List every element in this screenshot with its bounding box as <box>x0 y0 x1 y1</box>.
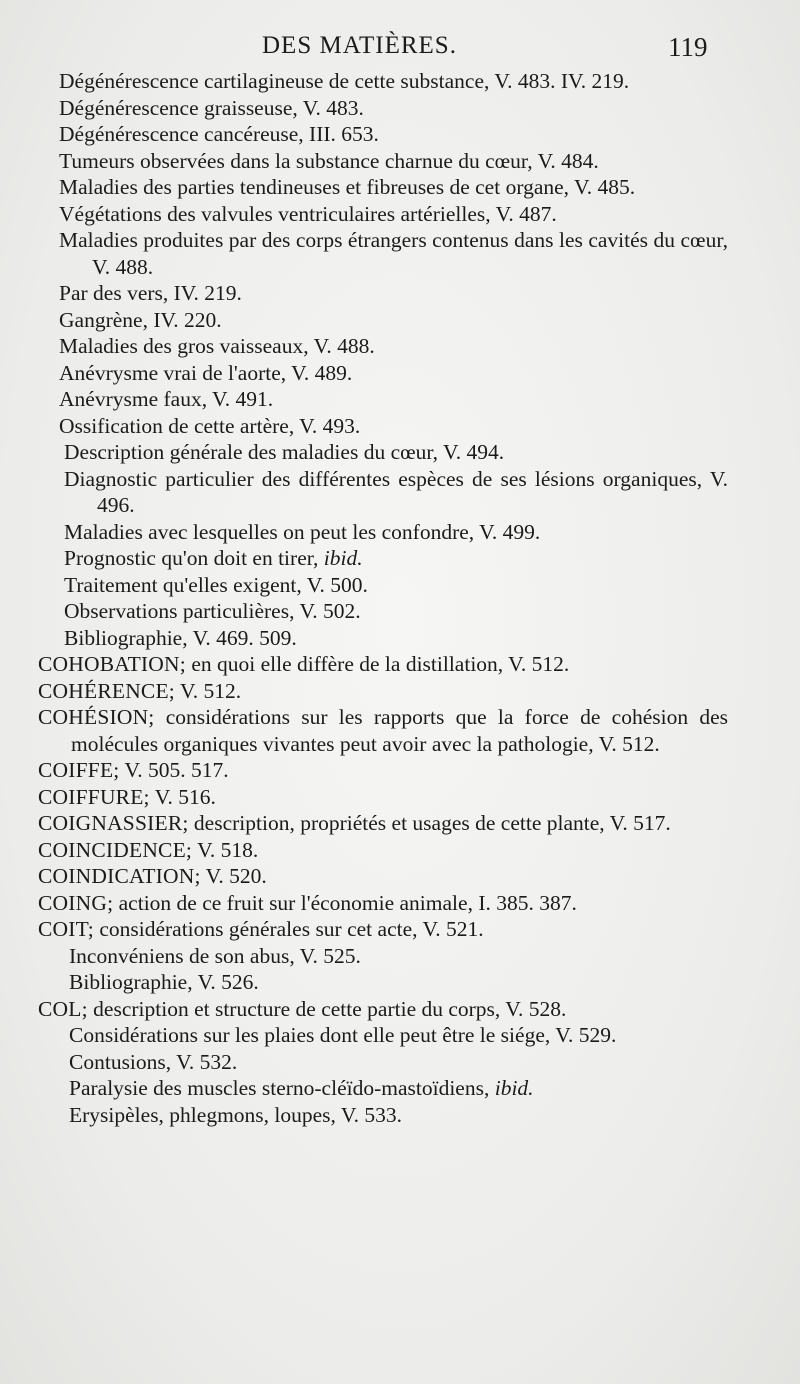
index-entry <box>38 704 728 757</box>
entry-headword: COIFFURE; <box>38 784 150 809</box>
entry-text: considérations sur les rapports que la force de cohésion des molécules organiques vivantes peut avoir avec la pathologie, V. 512. <box>71 705 728 756</box>
entry-text: Végétations des valvules ventriculaires artérielles, V. 487. <box>59 201 557 226</box>
entry-text: Bibliographie, V. 526. <box>69 970 259 994</box>
entry-text: Diagnostic particulier des différentes espèces de ses lésions organiques, V. 496. <box>64 466 728 517</box>
entry-text: Dégénérescence cartilagineuse de cette substance, V. 483. IV. 219. <box>59 69 630 93</box>
entry-headword: COHOBATION; <box>38 652 186 676</box>
index-entry <box>64 519 728 546</box>
entry-headword: COHÉSION; <box>38 705 155 729</box>
entry-text: Observations particulières, V. 502. <box>64 599 361 623</box>
entry-text: Par des vers, IV. 219. <box>59 281 242 305</box>
entry-headword: COIGNASSIER; <box>38 811 189 835</box>
index-entry <box>59 307 728 334</box>
entry-text: Maladies des parties tendineuses et fibreuses de cet organe, V. 485. <box>59 175 636 199</box>
index-entry <box>69 1102 728 1129</box>
index-entry <box>38 651 728 678</box>
index-entry <box>59 148 728 175</box>
entry-text: Paralysie des muscles sterno-cléïdo-mastoïdiens, <box>69 1076 490 1100</box>
entry-text: Anévrysme faux, V. 491. <box>59 387 274 411</box>
index-entry <box>38 890 728 917</box>
index-entry <box>59 333 728 360</box>
entry-text: en quoi elle diffère de la distillation, V. 512. <box>191 652 570 676</box>
index-entry <box>38 916 728 943</box>
page-header <box>0 32 800 72</box>
entry-text: Tumeurs observées dans la substance charnue du cœur, V. 484. <box>59 148 599 173</box>
index-entry <box>38 678 728 705</box>
entry-text: Bibliographie, V. 469. 509. <box>64 625 297 650</box>
index-entry <box>64 625 728 652</box>
index-entry <box>59 386 728 413</box>
index-entry <box>59 68 728 95</box>
entry-text: Prognostic qu'on doit en tirer, <box>64 546 319 570</box>
entry-text: Dégénérescence graisseuse, V. 483. <box>59 95 364 120</box>
index-entry <box>59 121 728 148</box>
entry-text: Contusions, V. 532. <box>69 1049 238 1074</box>
index-entry <box>38 837 728 864</box>
entry-text: Description générale des maladies du cœur, V. 494. <box>64 440 505 464</box>
entry-text: Considérations sur les plaies dont elle peut être le siége, V. 529. <box>69 1023 617 1047</box>
index-entry <box>38 863 728 890</box>
entry-text: description et structure de cette partie du corps, V. 528. <box>93 996 567 1021</box>
index-entries <box>38 68 728 1128</box>
index-entry <box>69 1022 728 1049</box>
index-entry <box>69 943 728 970</box>
page-number: 119 <box>668 32 708 62</box>
index-entry <box>64 572 728 599</box>
index-entry <box>64 545 728 572</box>
index-entry <box>64 598 728 625</box>
index-entry <box>69 969 728 996</box>
entry-text: V. 516. <box>154 784 216 809</box>
index-entry <box>59 95 728 122</box>
index-entry <box>59 227 728 280</box>
entry-text: Maladies des gros vaisseaux, V. 488. <box>59 334 375 358</box>
index-entry <box>59 360 728 387</box>
index-entry <box>69 1049 728 1076</box>
entry-text: Traitement qu'elles exigent, V. 500. <box>64 572 368 597</box>
entry-headword: COINDICATION; <box>38 864 201 888</box>
entry-headword: COIFFE; <box>38 758 120 782</box>
entry-text: Anévrysme vrai de l'aorte, V. 489. <box>59 360 353 385</box>
entry-text: V. 520. <box>205 864 267 888</box>
entry-text: Inconvéniens de son abus, V. 525. <box>69 943 361 968</box>
entry-text: V. 518. <box>197 837 259 862</box>
index-entry <box>38 757 728 784</box>
index-entry <box>38 810 728 837</box>
entry-headword: COHÉRENCE; <box>38 678 175 703</box>
entry-headword: COIT; <box>38 917 94 941</box>
entry-text: Erysipèles, phlegmons, loupes, V. 533. <box>69 1102 403 1127</box>
entry-text: action de ce fruit sur l'économie animale, I. 385. 387. <box>118 890 577 915</box>
entry-text: description, propriétés et usages de cette plante, V. 517. <box>193 811 671 835</box>
entry-ibid: ibid. <box>494 1076 534 1100</box>
entry-text: V. 512. <box>179 678 242 703</box>
entry-text: V. 505. 517. <box>124 758 229 782</box>
entry-text: considérations générales sur cet acte, V. 521. <box>99 917 484 941</box>
index-entry <box>38 996 728 1023</box>
entry-headword: COL; <box>38 996 88 1021</box>
entry-text: Gangrène, IV. 220. <box>59 307 222 332</box>
index-entry <box>59 201 728 228</box>
index-entry <box>64 439 728 466</box>
entry-text: Ossification de cette artère, V. 493. <box>59 413 361 438</box>
index-entry <box>38 784 728 811</box>
index-entry <box>59 174 728 201</box>
entry-text: Dégénérescence cancéreuse, III. 653. <box>59 122 379 146</box>
index-entry <box>64 466 728 519</box>
entry-ibid: ibid. <box>323 546 363 570</box>
entry-headword: COINCIDENCE; <box>38 837 193 862</box>
index-entry <box>69 1075 728 1102</box>
index-entry <box>59 413 728 440</box>
entry-headword: COING; <box>38 890 114 915</box>
index-entry <box>59 280 728 307</box>
entry-text: Maladies avec lesquelles on peut les confondre, V. 499. <box>64 519 541 544</box>
entry-text: Maladies produites par des corps étrangers contenus dans les cavités du cœur, V. 488. <box>59 228 728 279</box>
running-title: DES MATIÈRES. <box>262 32 457 59</box>
